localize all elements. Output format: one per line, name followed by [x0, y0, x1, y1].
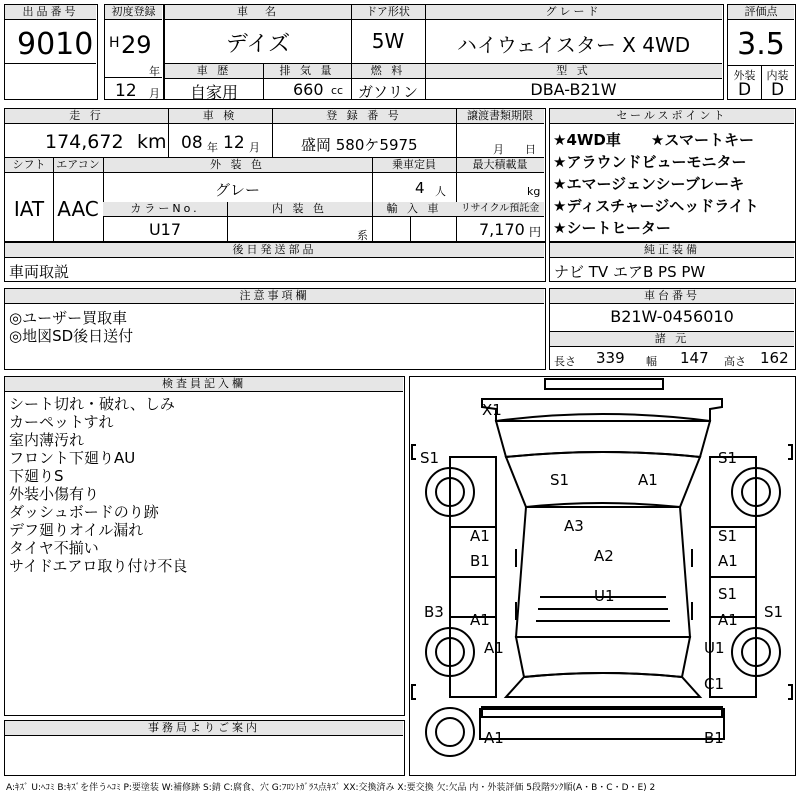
history-label: 車 歴	[165, 64, 263, 79]
damage-label: S1	[718, 527, 738, 545]
inspector-item: タイヤ不揃い	[9, 539, 99, 557]
door-type: 5W	[371, 29, 405, 53]
shift: IAT	[13, 197, 45, 221]
car-diagram	[410, 377, 794, 774]
reg-year: 29	[121, 31, 152, 59]
lot-label: 出品番号	[5, 5, 96, 20]
inspector-item: カーペットすれ	[9, 413, 114, 431]
int-color-label: 内 装 色	[227, 202, 372, 217]
score-box	[727, 4, 796, 100]
shift-label: シフト	[5, 158, 53, 173]
score-label: 評価点	[728, 5, 794, 20]
mileage-label: 走 行	[5, 109, 168, 124]
first-reg-label: 初度登録	[105, 5, 162, 20]
damage-label: S1	[718, 449, 738, 467]
damage-label: S1	[764, 603, 784, 621]
chassis-label: 車台番号	[550, 289, 794, 304]
capacity-unit: 人	[435, 185, 446, 198]
inspection-year-unit: 年	[207, 141, 218, 154]
inspection-label: 車 検	[168, 109, 272, 124]
model-label: 型 式	[425, 64, 722, 79]
damage-label: B1	[704, 729, 724, 747]
load-unit: kg	[527, 185, 541, 198]
inspector-item: 下廻りS	[9, 467, 64, 485]
score: 3.5	[737, 27, 785, 62]
length: 339	[596, 349, 625, 367]
plate-label: 登 録 番 号	[272, 109, 456, 124]
recycle-unit: 円	[529, 225, 542, 239]
notes-label: 注意事項欄	[5, 289, 544, 304]
damage-label: A1	[470, 611, 490, 629]
recycle: 7,170	[479, 220, 525, 239]
history: 自家用	[189, 83, 238, 102]
chassis-number: B21W-0456010	[610, 307, 734, 326]
grade: ハイウェイスター X 4WD	[456, 33, 691, 57]
damage-label: C1	[704, 675, 725, 693]
damage-label: U1	[594, 587, 615, 605]
interior-label: 内装	[766, 69, 789, 82]
transfer-day-unit: 日	[525, 143, 536, 156]
chassis-box	[549, 288, 796, 370]
interior-grade: D	[770, 80, 785, 100]
inspector-item: デフ廻りオイル漏れ	[9, 521, 144, 539]
note-item: ◎地図SD後日送付	[9, 327, 134, 345]
inspector-item: サイドエアロ取り付け不良	[9, 557, 188, 575]
specs-label: 諸 元	[550, 331, 794, 347]
first-registration-box	[104, 4, 164, 100]
vehicle-box	[164, 4, 724, 100]
ext-color: グレー	[214, 181, 260, 199]
name-label: 車 名	[165, 5, 351, 20]
fuel: ガソリン	[357, 83, 418, 101]
sales-point-item: ★ディスチャージヘッドライト	[553, 197, 759, 215]
inspector-box	[4, 376, 405, 716]
model: DBA-B21W	[530, 80, 617, 99]
car-name: デイズ	[225, 32, 291, 57]
inspector-item: 外装小傷有り	[9, 485, 100, 503]
inspection-year: 08	[181, 133, 203, 153]
damage-label: A1	[718, 552, 738, 570]
width: 147	[680, 349, 709, 367]
sales-point-item: ★アラウンドビューモニター	[553, 153, 747, 171]
color-no: U17	[148, 220, 182, 239]
year-unit: 年	[149, 65, 160, 78]
inspector-item: ダッシュボードのり跡	[9, 503, 159, 521]
inspector-item: 室内薄汚れ	[9, 431, 85, 449]
damage-label: A1	[484, 729, 504, 747]
load-label: 最大積載量	[456, 158, 544, 173]
inspection-month: 12	[223, 133, 245, 153]
damage-label: X1	[482, 401, 502, 419]
sales-points-box	[549, 108, 796, 242]
damage-label: A1	[638, 471, 658, 489]
int-color-unit: 系	[357, 229, 368, 242]
mileage: 174,672	[45, 131, 124, 153]
length-label: 長さ	[554, 355, 576, 368]
recycle-label: リサイクル預託金	[456, 202, 544, 217]
sales-point-item: ★シートヒーター	[553, 219, 671, 237]
aircon-label: エアコン	[53, 158, 103, 173]
damage-label: A3	[564, 517, 584, 535]
damage-label: B3	[424, 603, 444, 621]
month-unit: 月	[149, 87, 160, 100]
plate: 盛岡 580ケ5975	[301, 136, 418, 154]
notes-box	[4, 288, 546, 370]
transfer-month-unit: 月	[493, 143, 504, 156]
equipment-label: 純正装備	[550, 243, 794, 258]
capacity: 4	[415, 179, 425, 197]
later-parts-text: 車両取説	[9, 263, 70, 281]
displacement: 660	[293, 80, 324, 99]
later-parts-label: 後日発送部品	[5, 243, 544, 258]
damage-label: S1	[718, 585, 738, 603]
height-label: 高さ	[724, 355, 746, 368]
import-label: 輸 入 車	[372, 202, 456, 217]
car-diagram-box	[409, 376, 796, 776]
fuel-label: 燃 料	[351, 64, 425, 79]
note-item: ◎ユーザー買取車	[9, 309, 128, 327]
transfer-label: 譲渡書類期限	[456, 109, 544, 124]
damage-label: B1	[470, 552, 490, 570]
displacement-label: 排 気 量	[263, 64, 351, 79]
equipment-text: ナビ TV エアB PS PW	[554, 263, 706, 281]
damage-label: U1	[704, 639, 725, 657]
damage-label: A1	[484, 639, 504, 657]
damage-label: A2	[594, 547, 614, 565]
exterior-grade: D	[737, 80, 752, 100]
inspection-month-unit: 月	[249, 141, 260, 154]
details-box	[4, 108, 546, 242]
ext-color-label: 外 装 色	[103, 158, 372, 173]
mileage-unit: km	[137, 131, 167, 153]
height: 162	[760, 349, 789, 367]
equipment-box	[549, 242, 796, 282]
damage-label: A1	[718, 611, 738, 629]
sales-point-item: ★4WD車 ★スマートキー	[553, 131, 755, 149]
era-letter: H	[109, 35, 120, 51]
door-label: ドア形状	[351, 5, 425, 20]
sales-points-label: セールスポイント	[550, 109, 794, 124]
damage-label: S1	[420, 449, 440, 467]
aircon: AAC	[57, 197, 99, 221]
inspector-item: シート切れ・破れ、しみ	[9, 395, 175, 413]
sales-point-item: ★エマージェンシーブレーキ	[553, 175, 745, 193]
color-no-label: カラーNo.	[103, 202, 227, 217]
grade-label: グレード	[425, 5, 722, 20]
office-label: 事務局よりご案内	[5, 721, 403, 736]
damage-label: S1	[550, 471, 570, 489]
office-box	[4, 720, 405, 776]
width-label: 幅	[646, 355, 657, 368]
later-parts-box	[4, 242, 546, 282]
displacement-unit: cc	[331, 84, 344, 97]
exterior-label: 外装	[733, 69, 756, 82]
damage-label: A1	[470, 527, 490, 545]
capacity-label: 乗車定員	[372, 158, 456, 173]
inspector-item: フロント下廻りAU	[9, 449, 136, 467]
legend: A:ｷｽﾞ U:ﾍｺﾐ B:ｷｽﾞを伴うﾍｺﾐ P:要塗装 W:補修跡 S:錆 C:腐食、穴 G:ﾌﾛﾝﾄｶﾞﾗｽ点ｷｽﾞ XX:交換済み X:要交換 欠:欠品 内・外装評価 5段階ﾗﾝｸ順(A・B・C・D・E) 2	[6, 783, 656, 793]
lot-number: 9010	[17, 27, 94, 62]
inspector-label: 検査員記入欄	[5, 377, 403, 392]
reg-month: 12	[115, 81, 137, 101]
lot-box	[4, 4, 98, 100]
